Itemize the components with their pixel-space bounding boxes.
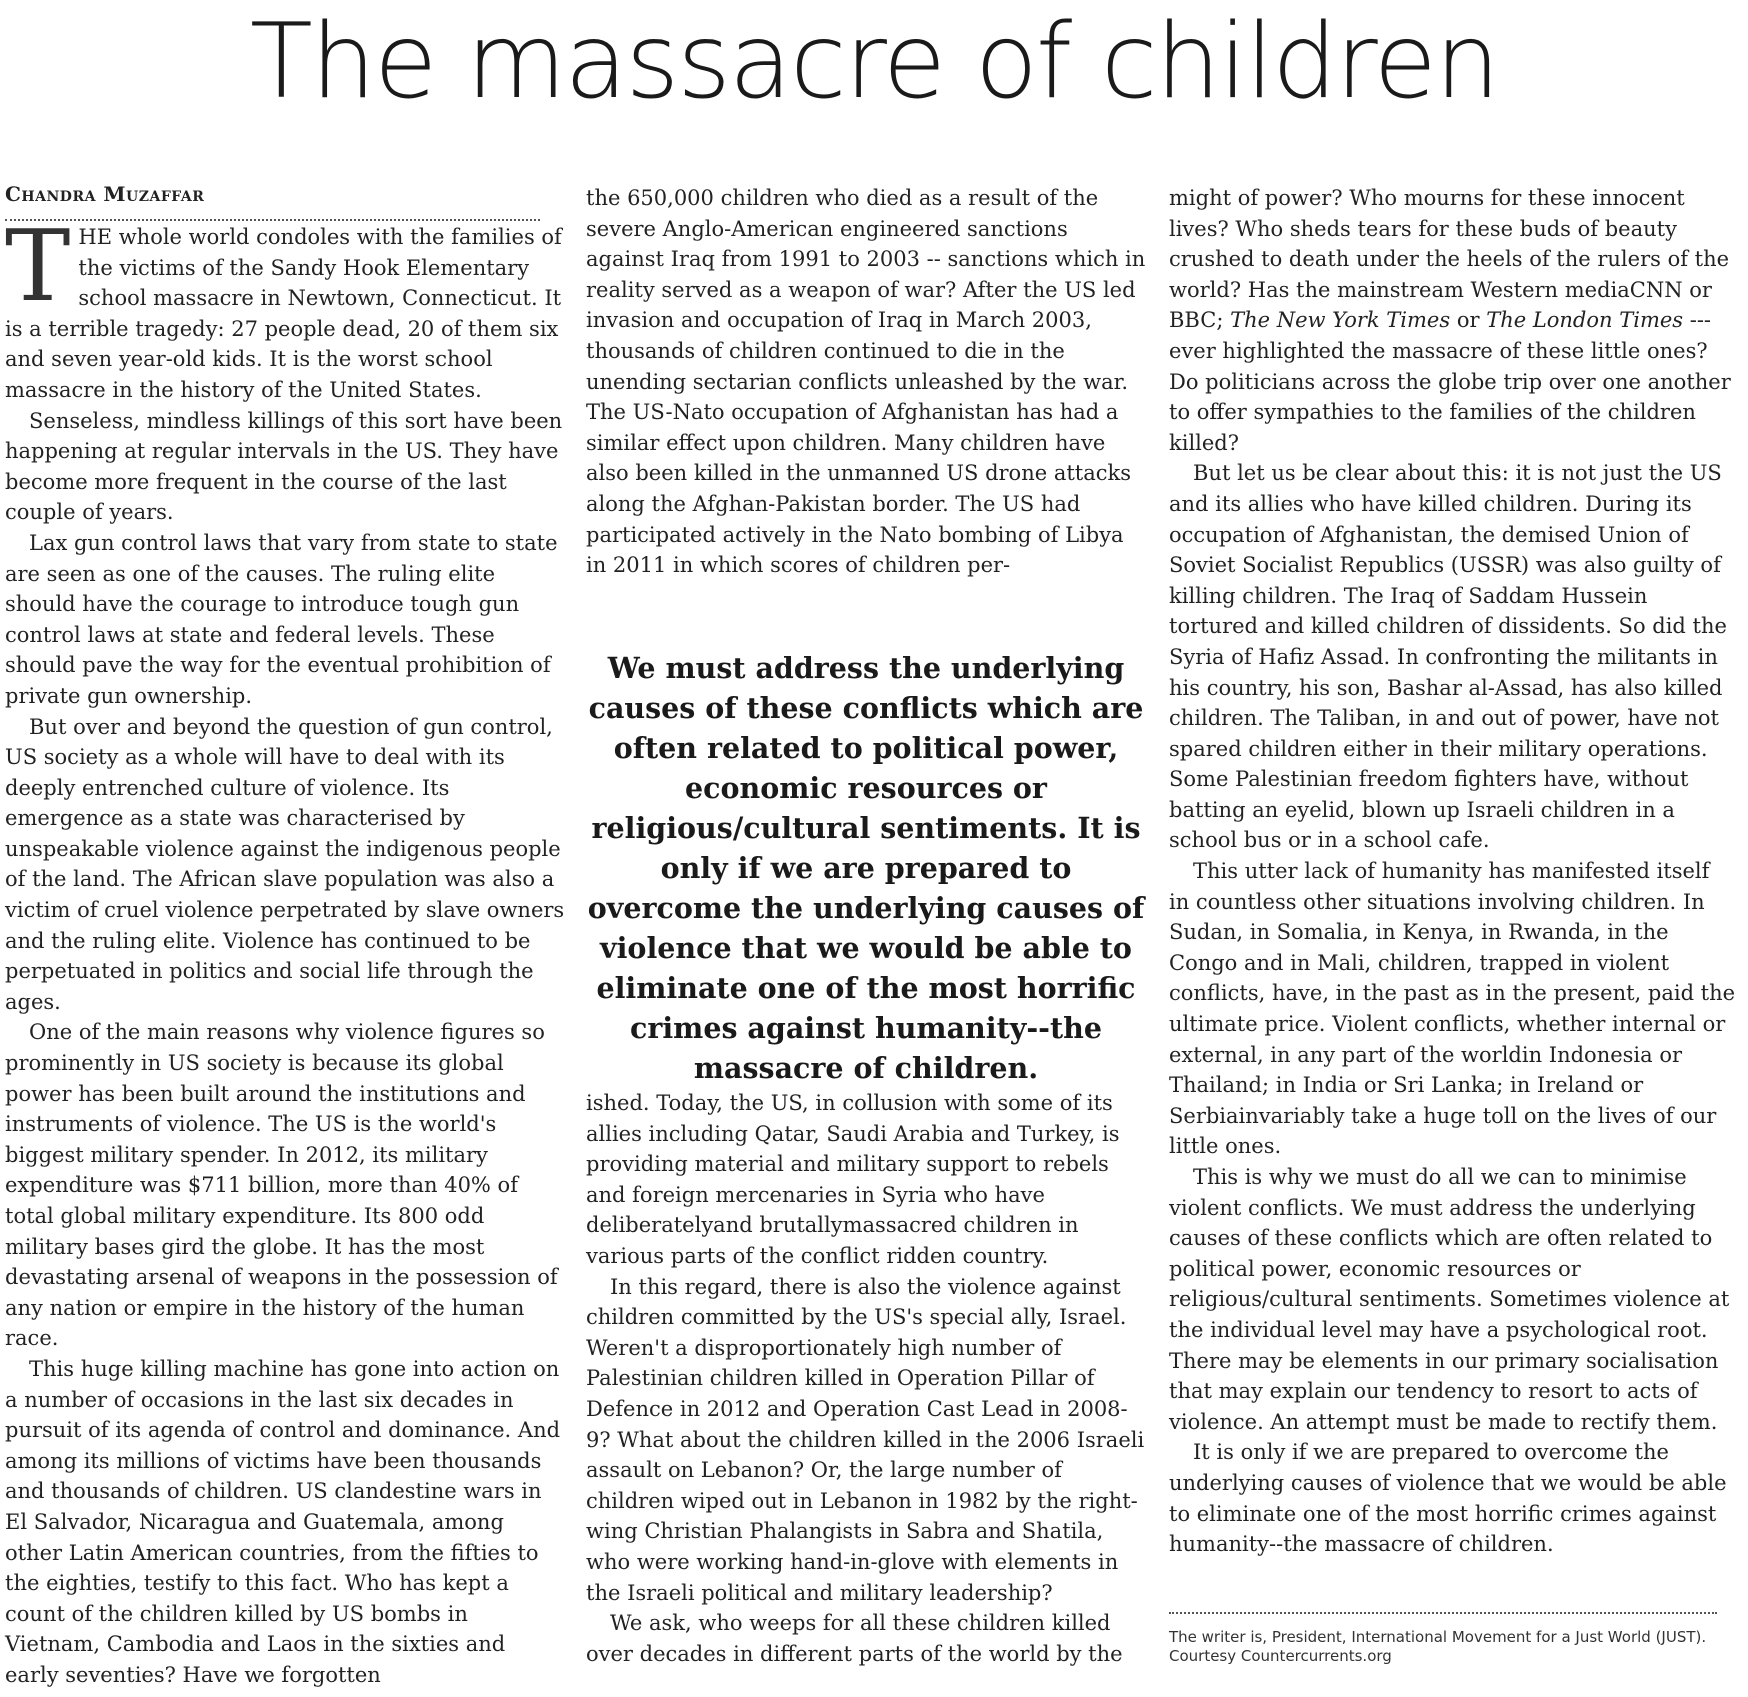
paragraph: Senseless, mindless killings of this sort have been happening at regular intervals in the US. They have become more frequent in the course of the last couple of years. [5, 408, 563, 525]
publication-name: The New York Times [1230, 308, 1451, 333]
author-credits [1169, 1628, 1736, 1666]
paragraph: This huge killing machine has gone into action on a number of occasions in the last six decades in pursuit of its agenda of control and dominance. And among its millions of victims have been thousands and thousands of children. US clandestine wars in El Salvador, Nicaragua and Guatemala, among other Latin American countries, from the fifties to the eighties, testify to this fact. Who has kept a count of the children killed by US bombs in Vietnam, Cambodia and Laos in the sixties and early seventies? Have we forgotten [5, 1356, 561, 1687]
headline: The massacre of children [249, 2, 1499, 122]
paragraph: This is why we must do all we can to minimise violent conflicts. We must address the underlying causes of these conflicts which are often related to political power, economic resources or religious/cultural sentiments. Sometimes violence at the individual level may have a psychological root. There may be elements in our primary socialisation that may explain our tendency to resort to acts of violence. An attempt must be made to rectify them. [1169, 1165, 1730, 1434]
article-column-3 [1169, 183, 1736, 1560]
paragraph: This utter lack of humanity has manifested itself in countless other situations involving children. In Sudan, in Somalia, in Kenya, in Rwanda, in the Congo and in Mali, children, trapped in violent conflicts, have, in the past as in the present, paid the ultimate price. Violent conflicts, whether internal or external, in any part of the worldin Indonesia or Thailand; in India or Sri Lanka; in Ireland or Serbiainvariably take a huge toll on the lives of our little ones. [1169, 859, 1736, 1159]
paragraph: It is only if we are prepared to overcome the underlying causes of violence that we would be able to eliminate one of the most horrific crimes against humanity--the massacre of children. [1169, 1440, 1727, 1557]
author-bio: The writer is, President, International Movement for a Just World (JUST). [1169, 1628, 1707, 1646]
byline-divider [5, 219, 540, 221]
paragraph: One of the main reasons why violence figures so prominently in US society is because its global power has been built around the institutions and instruments of violence. The US is the world's biggest military spender. In 2012, its military expenditure was $711 billion, more than 40% of total global military expenditure. Its 800 odd military bases gird the globe. It has the most devastating arsenal of weapons in the possession of any nation or empire in the history of the human race. [5, 1020, 558, 1351]
paragraph: might of power? Who mourns for these innocent lives? Who sheds tears for these buds of beauty crushed to death under the heels of the rulers of the world? Has the mainstream Western mediaCNN or BBC; The New York Times or The London Times --- ever highlighted the massacre of these little ones? Do politicians across the globe trip over one another to offer sympathies to the families of the children killed? [1169, 186, 1731, 455]
paragraph: But over and beyond the question of gun control, US society as a whole will have to deal with its deeply entrenched culture of violence. Its emergence as a state was characterised by unspeakable violence against the indigenous people of the land. The African slave population was also a victim of cruel violence perpetrated by slave owners and the ruling elite. Violence has continued to be perpetuated in politics and social life through the ages. [5, 714, 565, 1014]
paragraph: the 650,000 children who died as a result of the severe Anglo-American engineered sanctions against Iraq from 1991 to 2003 -- sanctions which in reality served as a weapon of war? After the US led invasion and occupation of Iraq in March 2003, thousands of children continued to die in the unending sectarian conflicts unleashed by the war. The US-Nato occupation of Afghanistan has had a similar effect upon children. Many children have also been killed in the unmanned US drone attacks along the Afghan-Pakistan border. The US had participated actively in the Nato bombing of Libya in 2011 in which scores of children per- [586, 186, 1146, 578]
paragraph: Lax gun control laws that vary from state to state are seen as one of the causes. The ruling elite should have the courage to introduce tough gun control laws at state and federal levels. These should pave the way for the eventual prohibition of private gun ownership. [5, 530, 558, 708]
article-column-1 [5, 210, 565, 1691]
article-column-2-bottom [586, 1088, 1146, 1669]
pull-quote: We must address the underlying causes of these conflicts which are often related to political power, economic resources or religious/cultural sentiments. It is only if we are prepared to overcome the underlying causes of violence that we would be able to eliminate one of the most horrific crimes against humanity--the massacre of children. [587, 651, 1145, 1085]
article-column-2-top [586, 183, 1146, 581]
byline: Chandra Muzaffar [5, 182, 205, 206]
source-credit: Courtesy Countercurrents.org [1169, 1647, 1392, 1665]
paragraph: We ask, who weeps for all these children killed over decades in different parts of the world by the [586, 1611, 1123, 1666]
credits-divider [1169, 1612, 1717, 1614]
paragraph: ished. Today, the US, in collusion with some of its allies including Qatar, Saudi Arabia and Turkey, is providing material and military support to rebels and foreign mercenaries in Syria who have deliberatelyand brutallymassacred children in various parts of the conflict ridden country. [586, 1091, 1120, 1268]
drop-cap: T [5, 210, 71, 324]
publication-name: The London Times [1486, 308, 1684, 333]
paragraph: But let us be clear about this: it is not just the US and its allies who have killed children. During its occupation of Afghanistan, the demised Union of Soviet Socialist Republics (USSR) was also guilty of killing children. The Iraq of Saddam Hussein tortured and killed children of dissidents. So did the Syria of Hafiz Assad. In confronting the militants in his country, his son, Bashar al-Assad, has also killed children. The Taliban, in and out of power, have not spared children either in their military operations. Some Palestinian freedom fighters have, without batting an eyelid, blown up Israeli children in a school bus or in a school cafe. [1169, 461, 1727, 853]
paragraph: In this regard, there is also the violence against children committed by the US's special ally, Israel. Weren't a disproportionately high number of Palestinian children killed in Operation Pillar of Defence in 2012 and Operation Cast Lead in 2008-9? What about the children killed in the 2006 Israeli assault on Lebanon? Or, the large number of children wiped out in Lebanon in 1982 by the right-wing Christian Phalangists in Sabra and Shatila, who were working hand-in-glove with elements in the Israeli political and military leadership? [586, 1274, 1145, 1605]
paragraph: THE whole world condoles with the families of the victims of the Sandy Hook Elementary school massacre in Newtown, Connecticut. It is a terrible tragedy: 27 people dead, 20 of them six and seven year-old kids. It is the worst school massacre in the history of the United States. [5, 210, 562, 402]
